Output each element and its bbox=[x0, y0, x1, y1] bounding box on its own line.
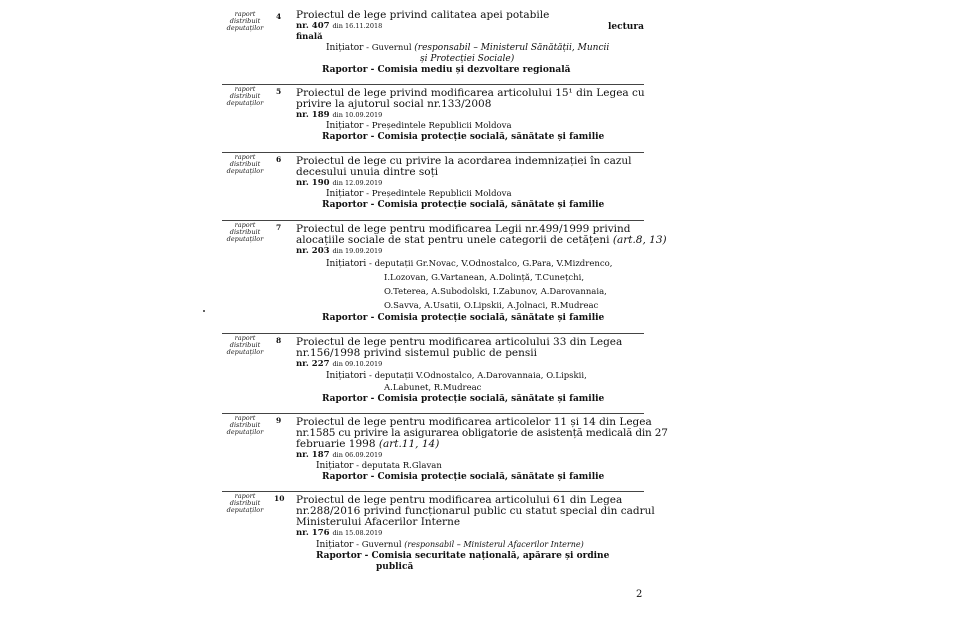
initiator-cont: I.Lozovan, G.Vartanean, A.Dolință, T.Cunețchi, bbox=[384, 273, 585, 283]
agenda-entry-5 bbox=[222, 84, 644, 151]
entry-number: 6 bbox=[276, 155, 282, 164]
initiator-cont: O.Teterea, A.Subodolski, I.Zabunov, A.Darovannaia, bbox=[384, 287, 607, 297]
bill-number: nr. 187 din 06.09.2019 bbox=[296, 450, 383, 460]
bill-title-cont: nr.288/2016 privind funcționarul public cu statut special din cadrul bbox=[296, 505, 655, 517]
bill-title-cont: decesului unuia dintre soți bbox=[296, 166, 439, 178]
bill-title: Proiectul de lege privind modificarea articolului 15¹ din Legea cu bbox=[296, 87, 645, 99]
initiator: Inițiatori - deputații Gr.Novac, V.Odnostalco, G.Para, V.Mizdrenco, bbox=[326, 259, 613, 269]
distribution-note: raport distribuit deputaților bbox=[226, 414, 264, 436]
agenda-entry-8 bbox=[222, 333, 644, 412]
bill-title: Proiectul de lege cu privire la acordarea indemnizației în cazul bbox=[296, 155, 632, 167]
rapporteur: Raportor - Comisia protecție socială, sănătate și familie bbox=[322, 313, 605, 323]
page-number: 2 bbox=[636, 589, 643, 600]
bill-title: Proiectul de lege pentru modificarea articolului 61 din Legea bbox=[296, 494, 623, 506]
entry-number: 5 bbox=[276, 87, 282, 96]
initiator: Inițiator - Guvernul (responsabil – Ministerul Sănătății, Muncii bbox=[326, 43, 610, 53]
initiator-cont: O.Savva, A.Usatii, O.Lipskii, A.Jolnaci, R.Mudreac bbox=[384, 301, 599, 311]
bill-number: nr. 176 din 15.08.2019 bbox=[296, 528, 383, 538]
entry-number: 8 bbox=[276, 336, 282, 345]
bill-title-cont: nr.156/1998 privind sistemul public de pensii bbox=[296, 347, 538, 359]
initiator: Inițiator - Președintele Republicii Moldova bbox=[326, 189, 512, 199]
initiator-responsible-cont: și Protecției Sociale) bbox=[420, 54, 515, 64]
bill-title-cont: Ministerului Afacerilor Interne bbox=[296, 516, 461, 528]
distribution-note: raport distribuit deputaților bbox=[226, 153, 264, 175]
bill-number: nr. 189 din 10.09.2019 bbox=[296, 110, 383, 120]
rapporteur: Raportor - Comisia protecție socială, sănătate și familie bbox=[322, 132, 605, 142]
reading-label: lectura bbox=[608, 22, 644, 32]
distribution-note: raport distribuit deputaților bbox=[226, 221, 264, 243]
rapporteur-cont: publică bbox=[376, 562, 414, 572]
bill-number: nr. 227 din 09.10.2019 bbox=[296, 359, 383, 369]
rapporteur: Raportor - Comisia protecție socială, sănătate și familie bbox=[322, 394, 605, 404]
entry-number: 4 bbox=[276, 12, 282, 21]
distribution-note: raport distribuit deputaților bbox=[226, 334, 264, 356]
initiator: Inițiator - deputata R.Glavan bbox=[316, 461, 442, 471]
bill-title-cont: nr.1585 cu privire la asigurarea obligatorie de asistență medicală din 27 bbox=[296, 427, 668, 439]
bill-title: Proiectul de lege pentru modificarea articolelor 11 și 14 din Legea bbox=[296, 416, 652, 428]
rapporteur: Raportor - Comisia mediu și dezvoltare regională bbox=[322, 65, 571, 75]
bill-title-cont: alocațiile sociale de stat pentru unele categorii de cetățeni (art.8, 13) bbox=[296, 234, 667, 246]
bill-number: nr. 203 din 19.09.2019 bbox=[296, 246, 383, 256]
rapporteur: Raportor - Comisia securitate națională, apărare și ordine bbox=[316, 551, 610, 561]
reading-final: finală bbox=[296, 32, 323, 42]
entry-number: 9 bbox=[276, 416, 282, 425]
agenda-entry-4 bbox=[222, 10, 644, 82]
distribution-note: raport distribuit deputaților bbox=[226, 492, 264, 514]
bill-title: Proiectul de lege pentru modificarea Legii nr.499/1999 privind bbox=[296, 223, 631, 235]
initiator: Inițiator - Guvernul (responsabil – Ministerul Afacerilor Interne) bbox=[316, 540, 584, 550]
rapporteur: Raportor - Comisia protecție socială, sănătate și familie bbox=[322, 472, 605, 482]
bill-number: nr. 190 din 12.09.2019 bbox=[296, 178, 383, 188]
stray-dot bbox=[203, 310, 205, 312]
initiator: Inițiator - Președintele Republicii Moldova bbox=[326, 121, 512, 131]
bill-number: nr. 407 din 16.11.2018 bbox=[296, 21, 383, 31]
rapporteur: Raportor - Comisia protecție socială, sănătate și familie bbox=[322, 200, 605, 210]
bill-title: Proiectul de lege pentru modificarea articolului 33 din Legea bbox=[296, 336, 623, 348]
agenda-entry-6 bbox=[222, 152, 644, 219]
bill-title-cont: februarie 1998 (art.11, 14) bbox=[296, 438, 440, 450]
entry-number: 7 bbox=[276, 223, 282, 232]
entry-number: 10 bbox=[274, 494, 285, 503]
agenda-entry-9 bbox=[222, 413, 668, 490]
distribution-note: raport distribuit deputaților bbox=[226, 10, 264, 32]
initiator: Inițiatori - deputații V.Odnostalco, A.Darovannaia, O.Lipskii, bbox=[326, 371, 587, 381]
distribution-note: raport distribuit deputaților bbox=[226, 85, 264, 107]
agenda-entry-10 bbox=[222, 491, 655, 584]
bill-title-cont: privire la ajutorul social nr.133/2008 bbox=[296, 98, 492, 110]
agenda-entry-7 bbox=[222, 220, 667, 332]
initiator-cont: A.Labunet, R.Mudreac bbox=[384, 383, 482, 393]
bill-title: Proiectul de lege privind calitatea apei potabile bbox=[296, 9, 550, 21]
